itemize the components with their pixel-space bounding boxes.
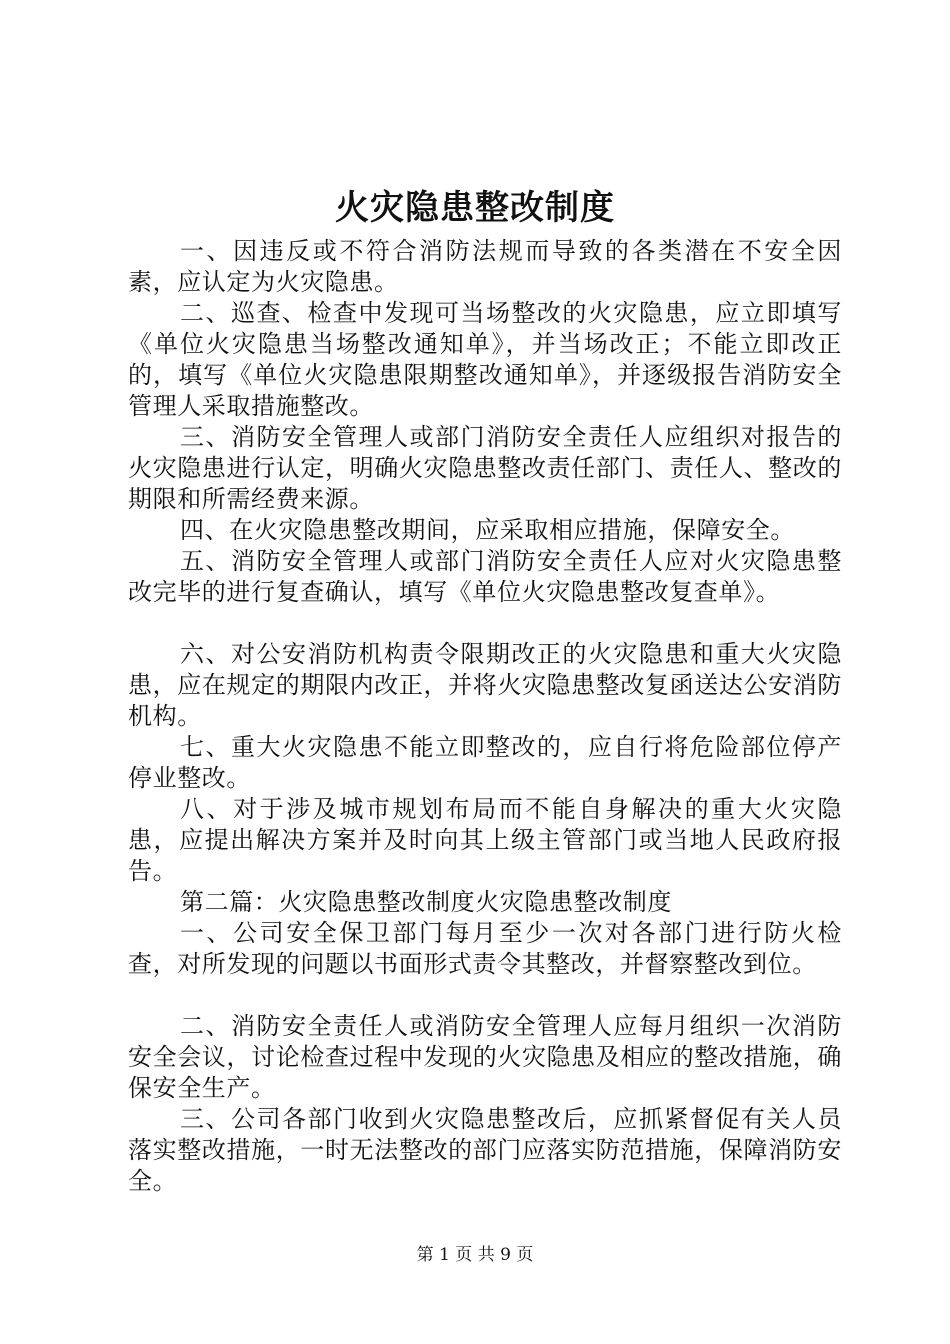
paragraph-9: 一、公司安全保卫部门每月至少一次对各部门进行防火检查，对所发现的问题以书面形式责令其整改，并督察整改到位。 [128, 919, 842, 978]
paragraph-1: 一、因违反或不符合消防法规而导致的各类潜在不安全因素，应认定为火灾隐患。 [128, 237, 842, 296]
paragraph-3: 三、消防安全管理人或部门消防安全责任人应组织对报告的火灾隐患进行认定，明确火灾隐患整改责任部门、责任人、整改的期限和所需经费来源。 [128, 423, 842, 513]
paragraph-6: 六、对公安消防机构责令限期改正的火灾隐患和重大火灾隐患，应在规定的期限内改正，并将火灾隐患整改复函送达公安消防机构。 [128, 640, 842, 730]
paragraph-5: 五、消防安全管理人或部门消防安全责任人应对火灾隐患整改完毕的进行复查确认，填写《单位火灾隐患整改复查单》。 [128, 547, 842, 606]
document-body [128, 236, 842, 1197]
document-title: 火灾隐患整改制度 [335, 188, 615, 228]
paragraph-4: 四、在火灾隐患整改期间，应采取相应措施，保障安全。 [180, 516, 795, 544]
section-heading-part-two: 第二篇：火灾隐患整改制度火灾隐患整改制度 [180, 888, 672, 916]
paragraph-10: 二、消防安全责任人或消防安全管理人应每月组织一次消防安全会议，讨论检查过程中发现的火灾隐患及相应的整改措施，确保安全生产。 [128, 1012, 842, 1102]
paragraph-7: 七、重大火灾隐患不能立即整改的，应自行将危险部位停产停业整改。 [128, 733, 842, 792]
paragraph-2: 二、巡查、检查中发现可当场整改的火灾隐患，应立即填写《单位火灾隐患当场整改通知单》，并当场改正；不能立即改正的，填写《单位火灾隐患限期整改通知单》，并逐级报告消防安全管理人采取措施整改。 [128, 299, 842, 420]
page-number-footer: 第 1 页 共 9 页 [416, 1245, 534, 1265]
paragraph-8: 八、对于涉及城市规划布局而不能自身解决的重大火灾隐患，应提出解决方案并及时向其上级主管部门或当地人民政府报告。 [128, 795, 842, 885]
paragraph-11: 三、公司各部门收到火灾隐患整改后，应抓紧督促有关人员落实整改措施，一时无法整改的部门应落实防范措施，保障消防安全。 [128, 1105, 842, 1195]
